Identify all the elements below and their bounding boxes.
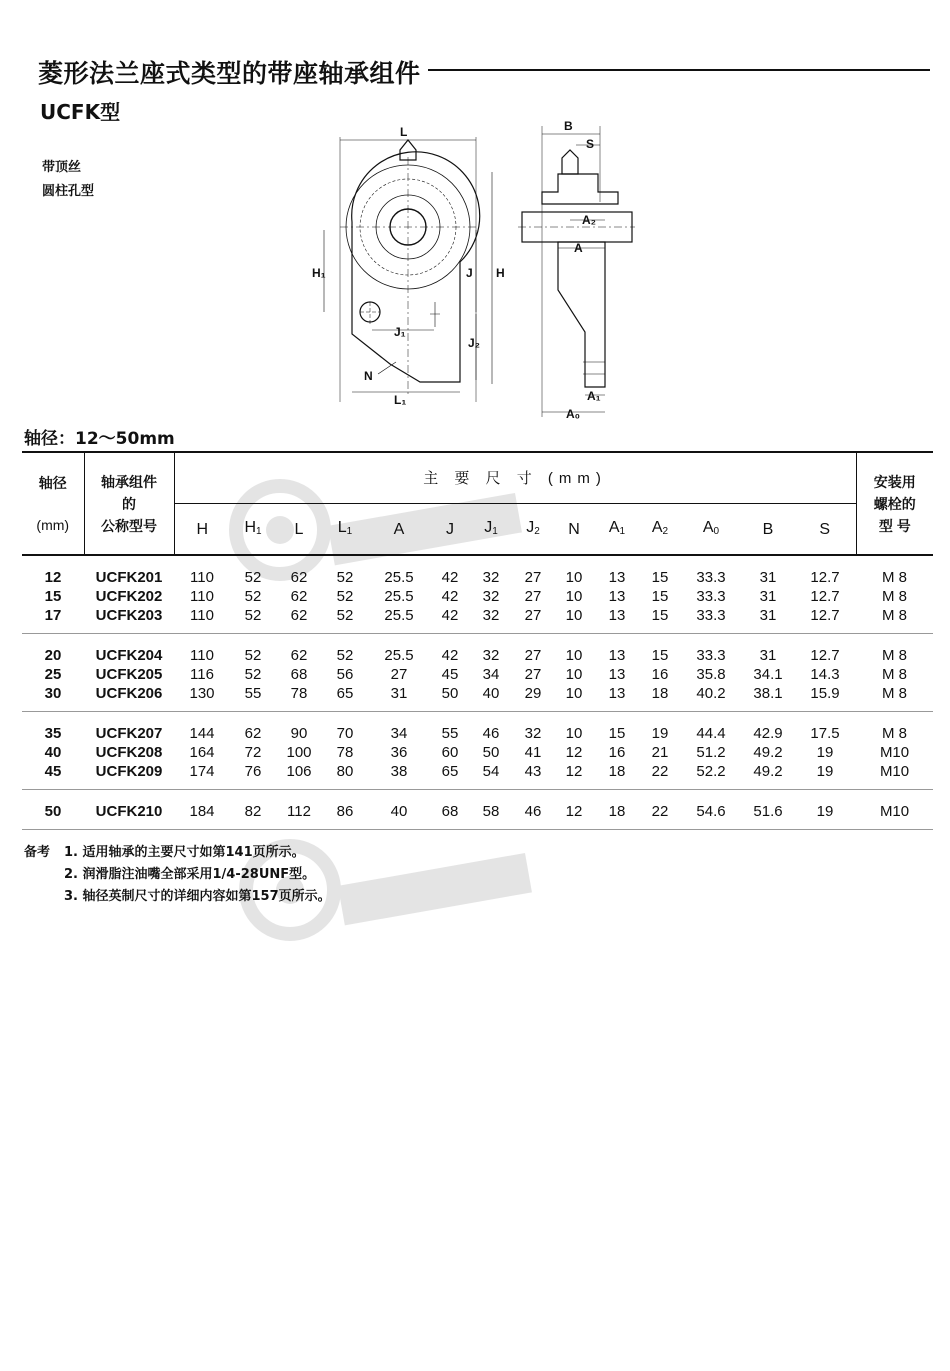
cell-dimension: 13: [608, 685, 626, 702]
feature-cylindrical-bore: 圆柱孔型: [42, 184, 95, 199]
cell-dimension: 50: [441, 685, 459, 702]
cell-dimension: 15.9: [810, 685, 840, 702]
cell-dimension: 12.7: [810, 647, 840, 664]
cell-model: UCFK204: [95, 647, 163, 664]
cell-shaft-dia: 20: [44, 647, 62, 664]
cell-dimension: 52: [336, 588, 354, 605]
cell-dimension: 15: [651, 607, 669, 624]
cell-dimension: 164: [189, 744, 215, 761]
col-header-l1: [322, 504, 368, 556]
cell-dimension: 46: [524, 803, 542, 820]
cell-dimension: 52: [336, 647, 354, 664]
cell-dimension: 16: [651, 666, 669, 683]
cell-dimension: 33.3: [696, 607, 726, 624]
label-S: S: [586, 137, 595, 151]
cell-dimension: 27: [390, 666, 408, 683]
cell-dimension: 52: [336, 569, 354, 586]
cell-dimension: 62: [290, 569, 308, 586]
table-row: [22, 684, 933, 712]
cell-dimension: 13: [608, 588, 626, 605]
cell-dimension: 31: [759, 569, 777, 586]
cell-dimension: 22: [651, 803, 669, 820]
cell-dimension: 32: [482, 607, 500, 624]
cell-dimension: 25.5: [384, 647, 414, 664]
cell-dimension: 100: [286, 744, 312, 761]
label-L1: L₁: [394, 393, 407, 407]
cell-dimension: 13: [608, 569, 626, 586]
cell-dimension: 90: [290, 725, 308, 742]
cell-dimension: 184: [189, 803, 215, 820]
cell-dimension: 144: [189, 725, 215, 742]
cell-dimension: 12: [565, 803, 583, 820]
table-header: [22, 452, 933, 555]
col-header-letter: A: [702, 518, 714, 536]
label-J: J: [466, 266, 473, 280]
header-bolt-l2: 螺栓的: [873, 495, 916, 512]
cell-dimension: 50: [482, 744, 500, 761]
cell-dimension: 52: [244, 588, 262, 605]
cell-dimension: 46: [482, 725, 500, 742]
table-group: [22, 790, 933, 830]
col-header-letter: L: [294, 520, 304, 538]
cell-dimension: 33.3: [696, 588, 726, 605]
cell-dimension: 15: [651, 569, 669, 586]
note-2: 2. 润滑脂注油嘴全部采用1/4-28UNF型。: [64, 867, 316, 882]
note-3: 3. 轴径英制尺寸的详细内容如第157页所示。: [64, 889, 331, 904]
cell-bolt: M 8: [882, 725, 908, 742]
col-header-subscript: 2: [534, 525, 540, 537]
cell-dimension: 15: [651, 588, 669, 605]
cell-dimension: 49.2: [753, 763, 783, 780]
cell-dimension: 62: [290, 588, 308, 605]
cell-dimension: 82: [244, 803, 262, 820]
cell-dimension: 110: [190, 569, 214, 586]
table-row: [22, 634, 933, 666]
notes-label: 备考: [24, 845, 51, 860]
cell-dimension: 110: [190, 588, 214, 605]
cell-dimension: 60: [441, 744, 459, 761]
col-header-j1: [470, 504, 512, 556]
cell-dimension: 13: [608, 647, 626, 664]
header-shaft-unit: (mm): [36, 517, 70, 533]
side-top-ring: [542, 174, 618, 204]
page-title: 菱形法兰座式类型的带座轴承组件: [38, 59, 421, 88]
label-H: H: [496, 266, 505, 280]
col-header-s: [794, 504, 856, 556]
housing-front-outline: [352, 152, 480, 382]
cell-dimension: 54.6: [696, 803, 726, 820]
col-header-a0: [680, 504, 742, 556]
cell-bolt: M 8: [882, 569, 908, 586]
cell-dimension: 10: [565, 569, 583, 586]
col-header-l: [276, 504, 322, 556]
col-header-letter: A: [651, 518, 663, 536]
cell-dimension: 52.2: [696, 763, 726, 780]
cell-shaft-dia: 40: [44, 744, 62, 761]
cell-dimension: 112: [287, 803, 311, 820]
cell-dimension: 78: [290, 685, 308, 702]
cell-model: UCFK209: [95, 763, 163, 780]
leader-N: [378, 362, 396, 374]
cell-dimension: 49.2: [753, 744, 783, 761]
cell-dimension: 52: [244, 647, 262, 664]
note-1: [24, 842, 331, 864]
cell-dimension: 40: [390, 803, 408, 820]
cell-dimension: 72: [244, 744, 262, 761]
cell-dimension: 31: [759, 588, 777, 605]
col-header-subscript: 1: [619, 525, 626, 537]
cell-dimension: 58: [482, 803, 500, 820]
cell-shaft-dia: 15: [44, 588, 62, 605]
cell-dimension: 86: [336, 803, 354, 820]
header-main-dims: 主 要 尺 寸 (mm): [174, 452, 856, 504]
cell-dimension: 27: [524, 588, 542, 605]
cell-bolt: M10: [879, 763, 910, 780]
table-row: [22, 665, 933, 684]
cell-shaft-dia: 30: [44, 685, 62, 702]
col-header-letter: H: [244, 518, 256, 536]
header-bolt-l1: 安装用: [873, 473, 916, 490]
cell-bolt: M10: [879, 744, 910, 761]
cell-shaft-dia: 12: [44, 569, 62, 586]
cell-dimension: 106: [286, 763, 312, 780]
cell-dimension: 17.5: [810, 725, 840, 742]
col-header-letter: A: [393, 520, 405, 538]
cell-dimension: 10: [565, 725, 583, 742]
cell-dimension: 16: [608, 744, 626, 761]
col-header-letter: B: [762, 520, 774, 538]
shaft-range-label: 轴径：12～50mm: [24, 429, 175, 449]
label-A0: A₀: [566, 407, 581, 421]
table-group: [22, 555, 933, 634]
cell-dimension: 56: [336, 666, 354, 683]
note-1-text: 1. 适用轴承的主要尺寸如第141页所示。: [64, 845, 305, 860]
cell-dimension: 42: [441, 607, 459, 624]
cell-dimension: 44.4: [696, 725, 726, 742]
col-header-a1: [594, 504, 640, 556]
cell-dimension: 42.9: [753, 725, 783, 742]
col-header-n: [554, 504, 594, 556]
cell-dimension: 110: [190, 647, 214, 664]
cell-dimension: 52: [244, 607, 262, 624]
cell-dimension: 12: [565, 763, 583, 780]
header-model-l2: 的: [122, 495, 136, 512]
cell-dimension: 29: [524, 685, 542, 702]
col-header-letter: S: [819, 520, 831, 538]
cell-dimension: 27: [524, 647, 542, 664]
label-J2: J₂: [468, 336, 481, 350]
cell-model: UCFK206: [95, 685, 163, 702]
cell-dimension: 25.5: [384, 588, 414, 605]
cell-dimension: 174: [189, 763, 215, 780]
cell-dimension: 31: [759, 607, 777, 624]
col-header-h: [174, 504, 230, 556]
cell-dimension: 52: [244, 666, 262, 683]
cell-model: UCFK207: [95, 725, 163, 742]
cell-dimension: 15: [651, 647, 669, 664]
side-extension-lines: [542, 126, 600, 417]
cell-dimension: 42: [441, 647, 459, 664]
title-row: [38, 54, 930, 90]
cell-dimension: 42: [441, 569, 459, 586]
cell-dimension: 38.1: [753, 685, 783, 702]
cell-dimension: 10: [565, 607, 583, 624]
table-row: [22, 762, 933, 790]
cell-dimension: 32: [482, 647, 500, 664]
header-shaft: [22, 452, 84, 555]
table-row: [22, 587, 933, 606]
cell-dimension: 18: [651, 685, 669, 702]
header-model-l3: 公称型号: [101, 517, 157, 534]
cell-shaft-dia: 45: [44, 763, 62, 780]
cell-dimension: 38: [390, 763, 408, 780]
front-centerlines: [340, 157, 481, 397]
header-bolt: [856, 452, 933, 555]
cell-dimension: 51.6: [753, 803, 783, 820]
cell-shaft-dia: 35: [44, 725, 62, 742]
cell-dimension: 34: [482, 666, 500, 683]
col-header-letter: J: [484, 518, 493, 536]
cell-dimension: 34.1: [753, 666, 783, 683]
cell-dimension: 12: [565, 744, 583, 761]
cell-model: UCFK203: [95, 607, 163, 624]
cell-bolt: M10: [879, 803, 910, 820]
bolt-slot-mark: [430, 302, 440, 327]
cell-dimension: 55: [244, 685, 262, 702]
table-group: [22, 634, 933, 712]
cell-dimension: 41: [524, 744, 542, 761]
cell-dimension: 12.7: [810, 588, 840, 605]
label-J1: J₁: [394, 325, 406, 339]
cell-dimension: 116: [190, 666, 214, 683]
side-bolt-lines: [583, 362, 605, 374]
cell-dimension: 52: [336, 607, 354, 624]
cell-dimension: 40: [482, 685, 500, 702]
col-header-a2: [640, 504, 680, 556]
cell-dimension: 65: [441, 763, 459, 780]
cell-dimension: 27: [524, 666, 542, 683]
cell-dimension: 51.2: [696, 744, 726, 761]
cell-dimension: 13: [608, 666, 626, 683]
cell-dimension: 10: [565, 666, 583, 683]
cell-dimension: 18: [608, 763, 626, 780]
cell-dimension: 19: [816, 763, 834, 780]
spec-table: [22, 451, 933, 830]
title-rule: [428, 69, 930, 71]
cell-dimension: 55: [441, 725, 459, 742]
cell-bolt: M 8: [882, 647, 908, 664]
cell-model: UCFK205: [95, 666, 163, 683]
cell-dimension: 10: [565, 588, 583, 605]
col-header-h1: [230, 504, 276, 556]
header-shaft-label: 轴径: [38, 475, 67, 491]
cell-dimension: 25.5: [384, 569, 414, 586]
label-L: L: [400, 125, 408, 139]
grease-nipple-side: [562, 150, 578, 174]
cell-dimension: 65: [336, 685, 354, 702]
cell-bolt: M 8: [882, 607, 908, 624]
notes: [24, 842, 331, 908]
cell-dimension: 27: [524, 607, 542, 624]
cell-dimension: 62: [244, 725, 262, 742]
cell-dimension: 45: [441, 666, 459, 683]
cell-dimension: 110: [190, 607, 214, 624]
cell-dimension: 32: [482, 588, 500, 605]
header-model-l1: 轴承组件: [101, 473, 157, 490]
col-header-subscript: 2: [662, 525, 669, 537]
cell-dimension: 130: [189, 685, 215, 702]
cell-dimension: 34: [390, 725, 408, 742]
col-header-letter: J: [526, 518, 535, 536]
table-row: [22, 743, 933, 762]
cell-dimension: 43: [524, 763, 542, 780]
col-header-j2: [512, 504, 554, 556]
cell-dimension: 13: [608, 607, 626, 624]
label-A2: A₂: [582, 213, 596, 227]
cell-dimension: 10: [565, 647, 583, 664]
cell-dimension: 14.3: [810, 666, 840, 683]
cell-dimension: 33.3: [696, 569, 726, 586]
cell-dimension: 15: [608, 725, 626, 742]
cell-dimension: 19: [816, 744, 834, 761]
cell-dimension: 76: [244, 763, 262, 780]
label-A1: A₁: [587, 389, 601, 403]
col-header-letter: L: [337, 518, 347, 536]
cell-dimension: 32: [524, 725, 542, 742]
col-header-a: [368, 504, 430, 556]
cell-dimension: 19: [651, 725, 669, 742]
cell-model: UCFK201: [95, 569, 163, 586]
technical-drawing: [300, 112, 640, 422]
col-header-subscript: 1: [492, 525, 498, 537]
cell-dimension: 68: [441, 803, 459, 820]
cell-dimension: 32: [482, 569, 500, 586]
table-row: [22, 606, 933, 634]
table-row: [22, 555, 933, 587]
cell-dimension: 12.7: [810, 607, 840, 624]
feature-set-screw: 带顶丝: [42, 160, 82, 175]
cell-bolt: M 8: [882, 666, 908, 683]
cell-dimension: 12.7: [810, 569, 840, 586]
model-subtitle: UCFK型: [40, 100, 121, 124]
col-header-subscript: 1: [346, 525, 353, 537]
label-H1: H₁: [312, 266, 326, 280]
header-bolt-l3: 型 号: [878, 517, 911, 534]
cell-shaft-dia: 50: [44, 803, 62, 820]
cell-shaft-dia: 17: [44, 607, 62, 624]
cell-bolt: M 8: [882, 588, 908, 605]
cell-model: UCFK202: [95, 588, 163, 605]
cell-dimension: 35.8: [696, 666, 726, 683]
label-A: A: [574, 241, 583, 255]
col-header-j: [430, 504, 470, 556]
cell-dimension: 22: [651, 763, 669, 780]
table-row: [22, 712, 933, 744]
col-header-subscript: 1: [256, 525, 262, 537]
cell-dimension: 52: [244, 569, 262, 586]
cell-dimension: 21: [651, 744, 669, 761]
cell-model: UCFK208: [95, 744, 163, 761]
col-header-letter: H: [196, 520, 209, 538]
cell-shaft-dia: 25: [44, 666, 62, 683]
col-header-letter: A: [608, 518, 620, 536]
col-header-subscript: 0: [713, 525, 720, 537]
col-header-letter: N: [568, 520, 580, 538]
cell-dimension: 18: [608, 803, 626, 820]
cell-dimension: 25.5: [384, 607, 414, 624]
cell-dimension: 33.3: [696, 647, 726, 664]
cell-dimension: 10: [565, 685, 583, 702]
table-group: [22, 712, 933, 790]
cell-dimension: 27: [524, 569, 542, 586]
col-header-letter: J: [446, 520, 454, 538]
cell-dimension: 19: [816, 803, 834, 820]
cell-dimension: 70: [336, 725, 354, 742]
header-model: [84, 452, 174, 555]
cell-model: UCFK210: [95, 803, 163, 820]
cell-dimension: 31: [759, 647, 777, 664]
cell-dimension: 31: [390, 685, 408, 702]
table-row: [22, 790, 933, 830]
col-header-b: [742, 504, 794, 556]
cell-dimension: 68: [290, 666, 308, 683]
side-flange-body: [558, 242, 605, 387]
label-B: B: [564, 119, 573, 133]
cell-dimension: 80: [336, 763, 354, 780]
cell-dimension: 40.2: [696, 685, 726, 702]
cell-dimension: 36: [390, 744, 408, 761]
cell-dimension: 42: [441, 588, 459, 605]
label-N: N: [364, 369, 373, 383]
cell-dimension: 62: [290, 647, 308, 664]
cell-dimension: 62: [290, 607, 308, 624]
cell-dimension: 54: [482, 763, 500, 780]
cell-bolt: M 8: [882, 685, 908, 702]
cell-dimension: 78: [336, 744, 354, 761]
